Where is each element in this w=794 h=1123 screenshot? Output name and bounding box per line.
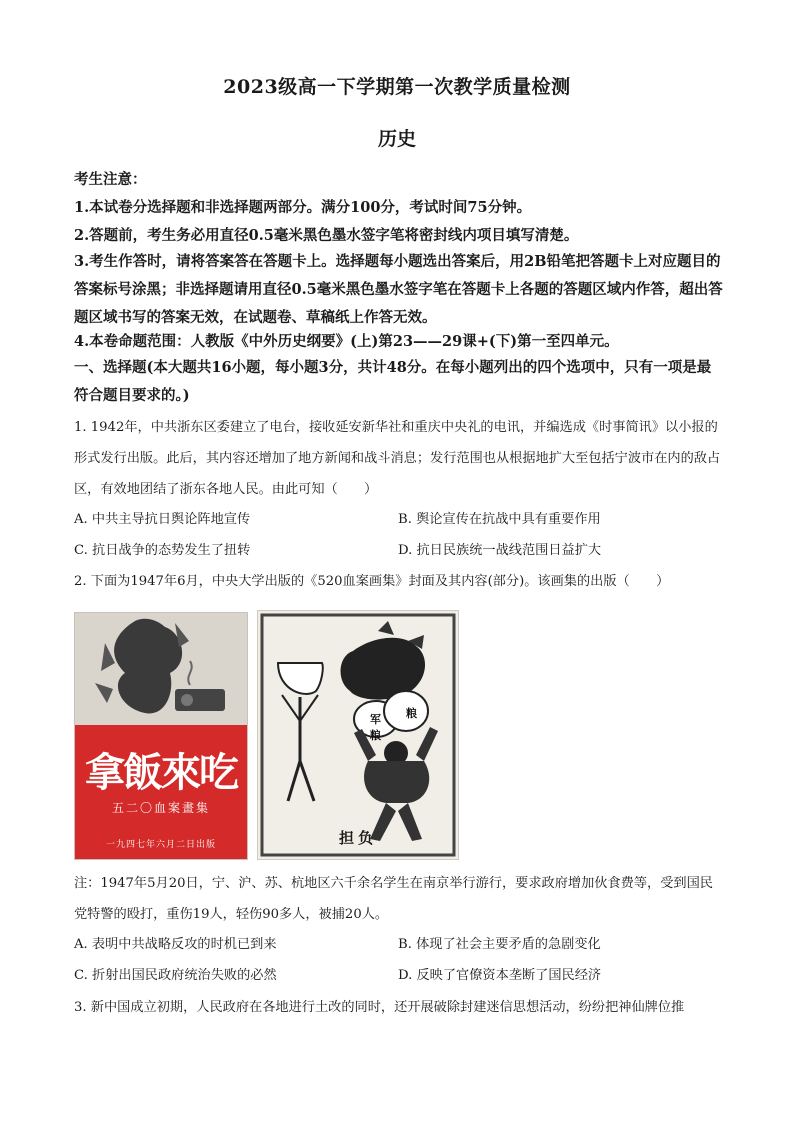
q1-option-d: D. 抗日民族统一战线范围日益扩大	[398, 543, 602, 558]
q1-option-b: B. 舆论宣传在抗战中具有重要作用	[398, 512, 601, 527]
cartoon-label-liang-1: 粮	[370, 729, 381, 742]
cover-title: 拿飯來吃	[85, 749, 237, 796]
cover-date: 一九四七年六月二日出版	[105, 840, 216, 850]
cartoon-image	[257, 610, 459, 860]
q1-option-c: C. 抗日战争的态势发生了扭转	[74, 543, 251, 558]
notice-heading: 考生注意：	[74, 171, 147, 188]
notice-item-4: 4.本卷命题范围：人教版《中外历史纲要》(上)第23——29课+(下)第一至四单元。	[74, 333, 619, 350]
notice-item-1: 1.本试卷分选择题和非选择题两部分。满分100分，考试时间75分钟。	[74, 199, 532, 216]
cover-subtitle: 五二〇血案畫集	[111, 801, 210, 815]
notice-item-3: 3.考生作答时，请将答案答在答题卡上。选择题每小题选出答案后，用2B铅笔把答题卡上对应题目的答案标号涂黑；非选择题请用直径0.5毫米黑色墨水签字笔在答题卡上各题的答题区域内作答，超出答题区域书写的答案无效，在试题卷、草稿纸上作答无效。	[74, 253, 723, 326]
question-2-note: 注：1947年5月20日，宁、沪、苏、杭地区六千余名学生在南京举行游行，要求政府增加伙食费等，受到国民党特警的殴打，重伤19人，轻伤90多人，被捕20人。	[74, 876, 713, 922]
cover-illustration	[75, 613, 247, 859]
cartoon-label-jun: 军	[370, 713, 381, 726]
cartoon-caption: 担负	[338, 829, 377, 847]
question-2-stem: 2. 下面为1947年6月，中央大学出版的《520血案画集》封面及其内容(部分)。该画集的出版（ ）	[74, 574, 670, 589]
subject-title: 历史	[377, 128, 416, 150]
q2-option-d: D. 反映了官僚资本垄断了国民经济	[398, 968, 602, 983]
q1-option-a: A. 中共主导抗日舆论阵地宣传	[74, 512, 251, 527]
section-heading: 一、选择题(本大题共16小题，每小题3分，共计48分。在每小题列出的四个选项中，只有一项是最符合题目要求的。)	[74, 359, 712, 404]
book-cover-image	[74, 612, 248, 860]
notice-item-2: 2.答题前，考生务必用直径0.5毫米黑色墨水签字笔将密封线内项目填写清楚。	[74, 227, 579, 244]
exam-title: 2023级高一下学期第一次教学质量检测	[223, 76, 571, 98]
question-1-stem: 1. 1942年，中共浙东区委建立了电台，接收延安新华社和重庆中央礼的电讯，并编选成《时事简讯》以小报的形式发行出版。此后，其内容还增加了地方新闻和战斗消息；发行范围也从根据地扩大至包括宁波市在内的敌占区，有效地团结了浙东各地人民。由此可知（ ）	[74, 420, 721, 497]
question-3-stem: 3. 新中国成立初期，人民政府在各地进行土改的同时，还开展破除封建迷信思想活动，纷纷把神仙牌位推	[74, 1000, 685, 1015]
q2-option-c: C. 折射出国民政府统治失败的必然	[74, 968, 277, 983]
q2-option-a: A. 表明中共战略反攻的时机已到来	[74, 937, 277, 952]
cartoon-illustration	[258, 611, 458, 859]
cartoon-label-liang-2: 粮	[406, 707, 417, 720]
q2-option-b: B. 体现了社会主要矛盾的急剧变化	[398, 937, 601, 952]
